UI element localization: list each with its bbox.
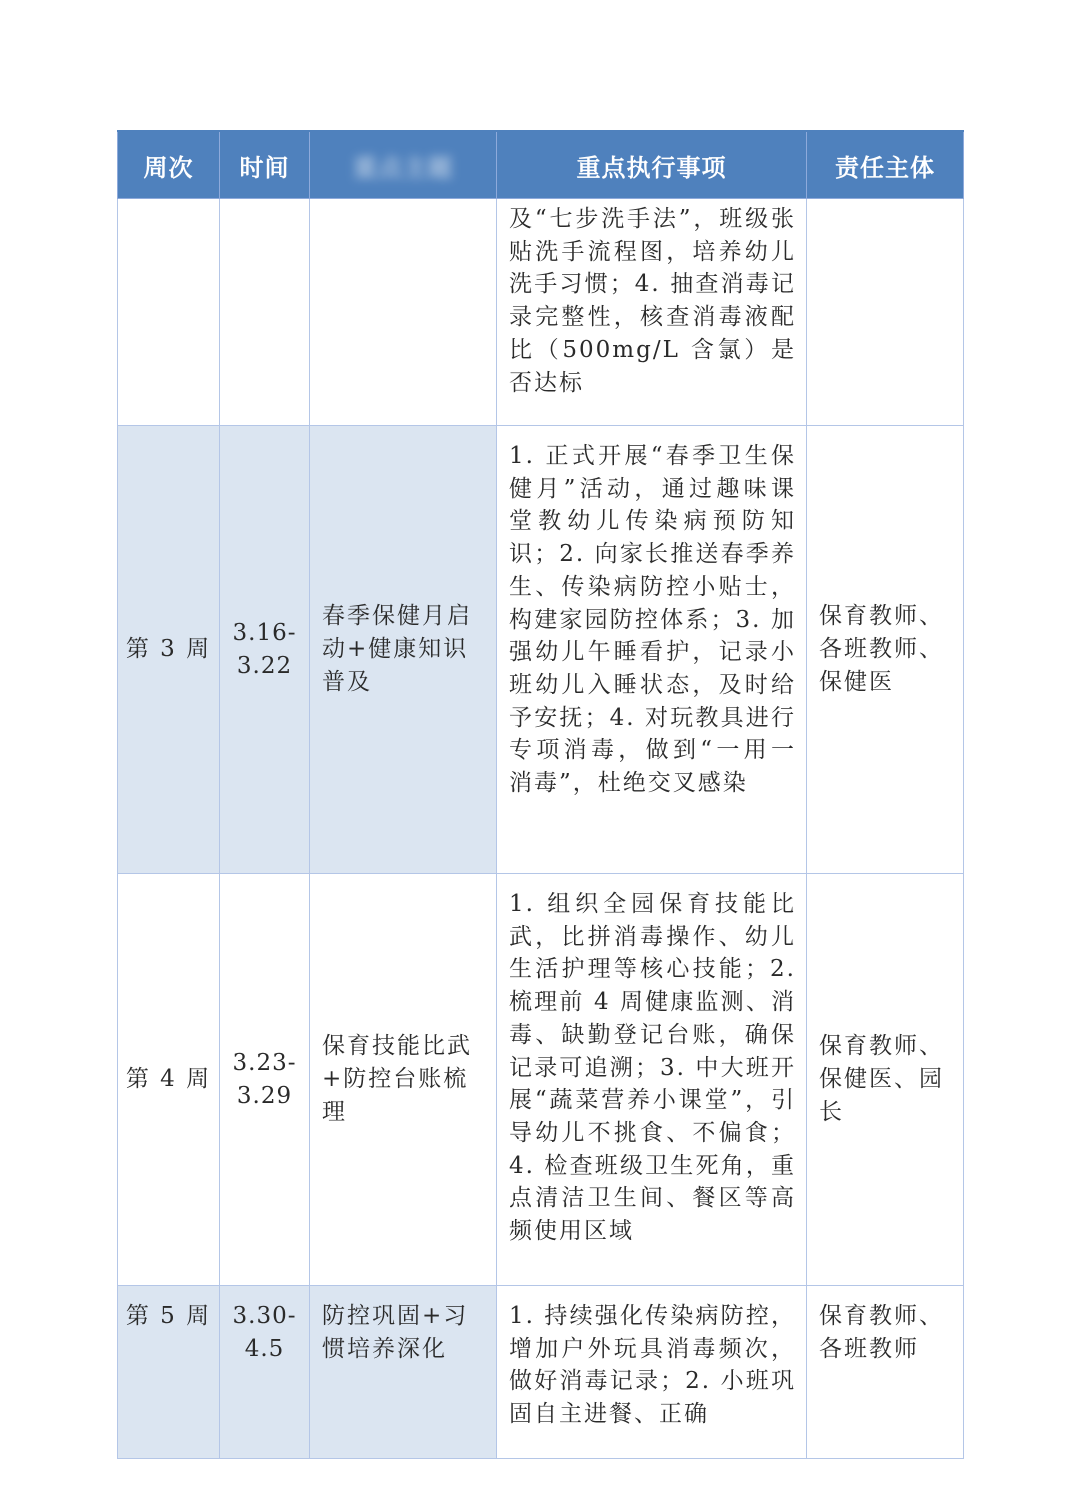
table-header-row [118, 131, 964, 199]
table-row [118, 426, 964, 874]
theme-cell: 防控巩固+习惯培养深化 [310, 1286, 497, 1459]
tasks-cell: 1. 持续强化传染病防控，增加户外玩具消毒频次，做好消毒记录；2. 小班巩固自主进餐、正确 [497, 1286, 807, 1459]
week-cell: 第 5 周 [118, 1286, 220, 1459]
tasks-cell: 1. 正式开展“春季卫生保健月”活动，通过趣味课堂教幼儿传染病预防知识；2. 向家长推送春季养生、传染病防控小贴士，构建家园防控体系；3. 加强幼儿午睡看护，记录小班幼儿入睡状态，及时给予安抚；4. 对玩教具进行专项消毒，做到“一用一消毒”，杜绝交叉感染 [497, 426, 807, 874]
tasks-cell: 1. 组织全园保育技能比武，比拼消毒操作、幼儿生活护理等核心技能；2. 梳理前 4 周健康监测、消毒、缺勤登记台账，确保记录可追溯；3. 中大班开展“蔬菜营养小课堂”，引导幼儿不挑食、不偏食；4. 检查班级卫生死角，重点清洁卫生间、餐区等高频使用区域 [497, 874, 807, 1286]
week-cell [118, 199, 220, 426]
header-week: 周次 [118, 131, 220, 199]
owner-cell: 保育教师、保健医、园长 [807, 874, 964, 1286]
header-owner: 责任主体 [807, 131, 964, 199]
tasks-cell: 及“七步洗手法”，班级张贴洗手流程图，培养幼儿洗手习惯；4. 抽查消毒记录完整性，核查消毒液配比（500mg/L 含氯）是否达标 [497, 199, 807, 426]
time-cell: 3.23-3.29 [220, 874, 310, 1286]
time-cell: 3.16-3.22 [220, 426, 310, 874]
theme-cell: 春季保健月启动+健康知识普及 [310, 426, 497, 874]
time-cell: 3.30-4.5 [220, 1286, 310, 1459]
owner-cell [807, 199, 964, 426]
schedule-table [117, 130, 964, 1459]
owner-cell: 保育教师、各班教师、保健医 [807, 426, 964, 874]
table-row [118, 1286, 964, 1459]
time-cell [220, 199, 310, 426]
header-theme-blurred [310, 131, 497, 199]
table-row [118, 199, 964, 426]
header-time: 时间 [220, 131, 310, 199]
theme-cell [310, 199, 497, 426]
week-cell: 第 4 周 [118, 874, 220, 1286]
header-tasks: 重点执行事项 [497, 131, 807, 199]
theme-cell: 保育技能比武+防控台账梳理 [310, 874, 497, 1286]
document-page [117, 130, 963, 1459]
table-row [118, 874, 964, 1286]
owner-cell: 保育教师、各班教师 [807, 1286, 964, 1459]
header-theme-label: 重点主题 [353, 153, 453, 182]
week-cell: 第 3 周 [118, 426, 220, 874]
